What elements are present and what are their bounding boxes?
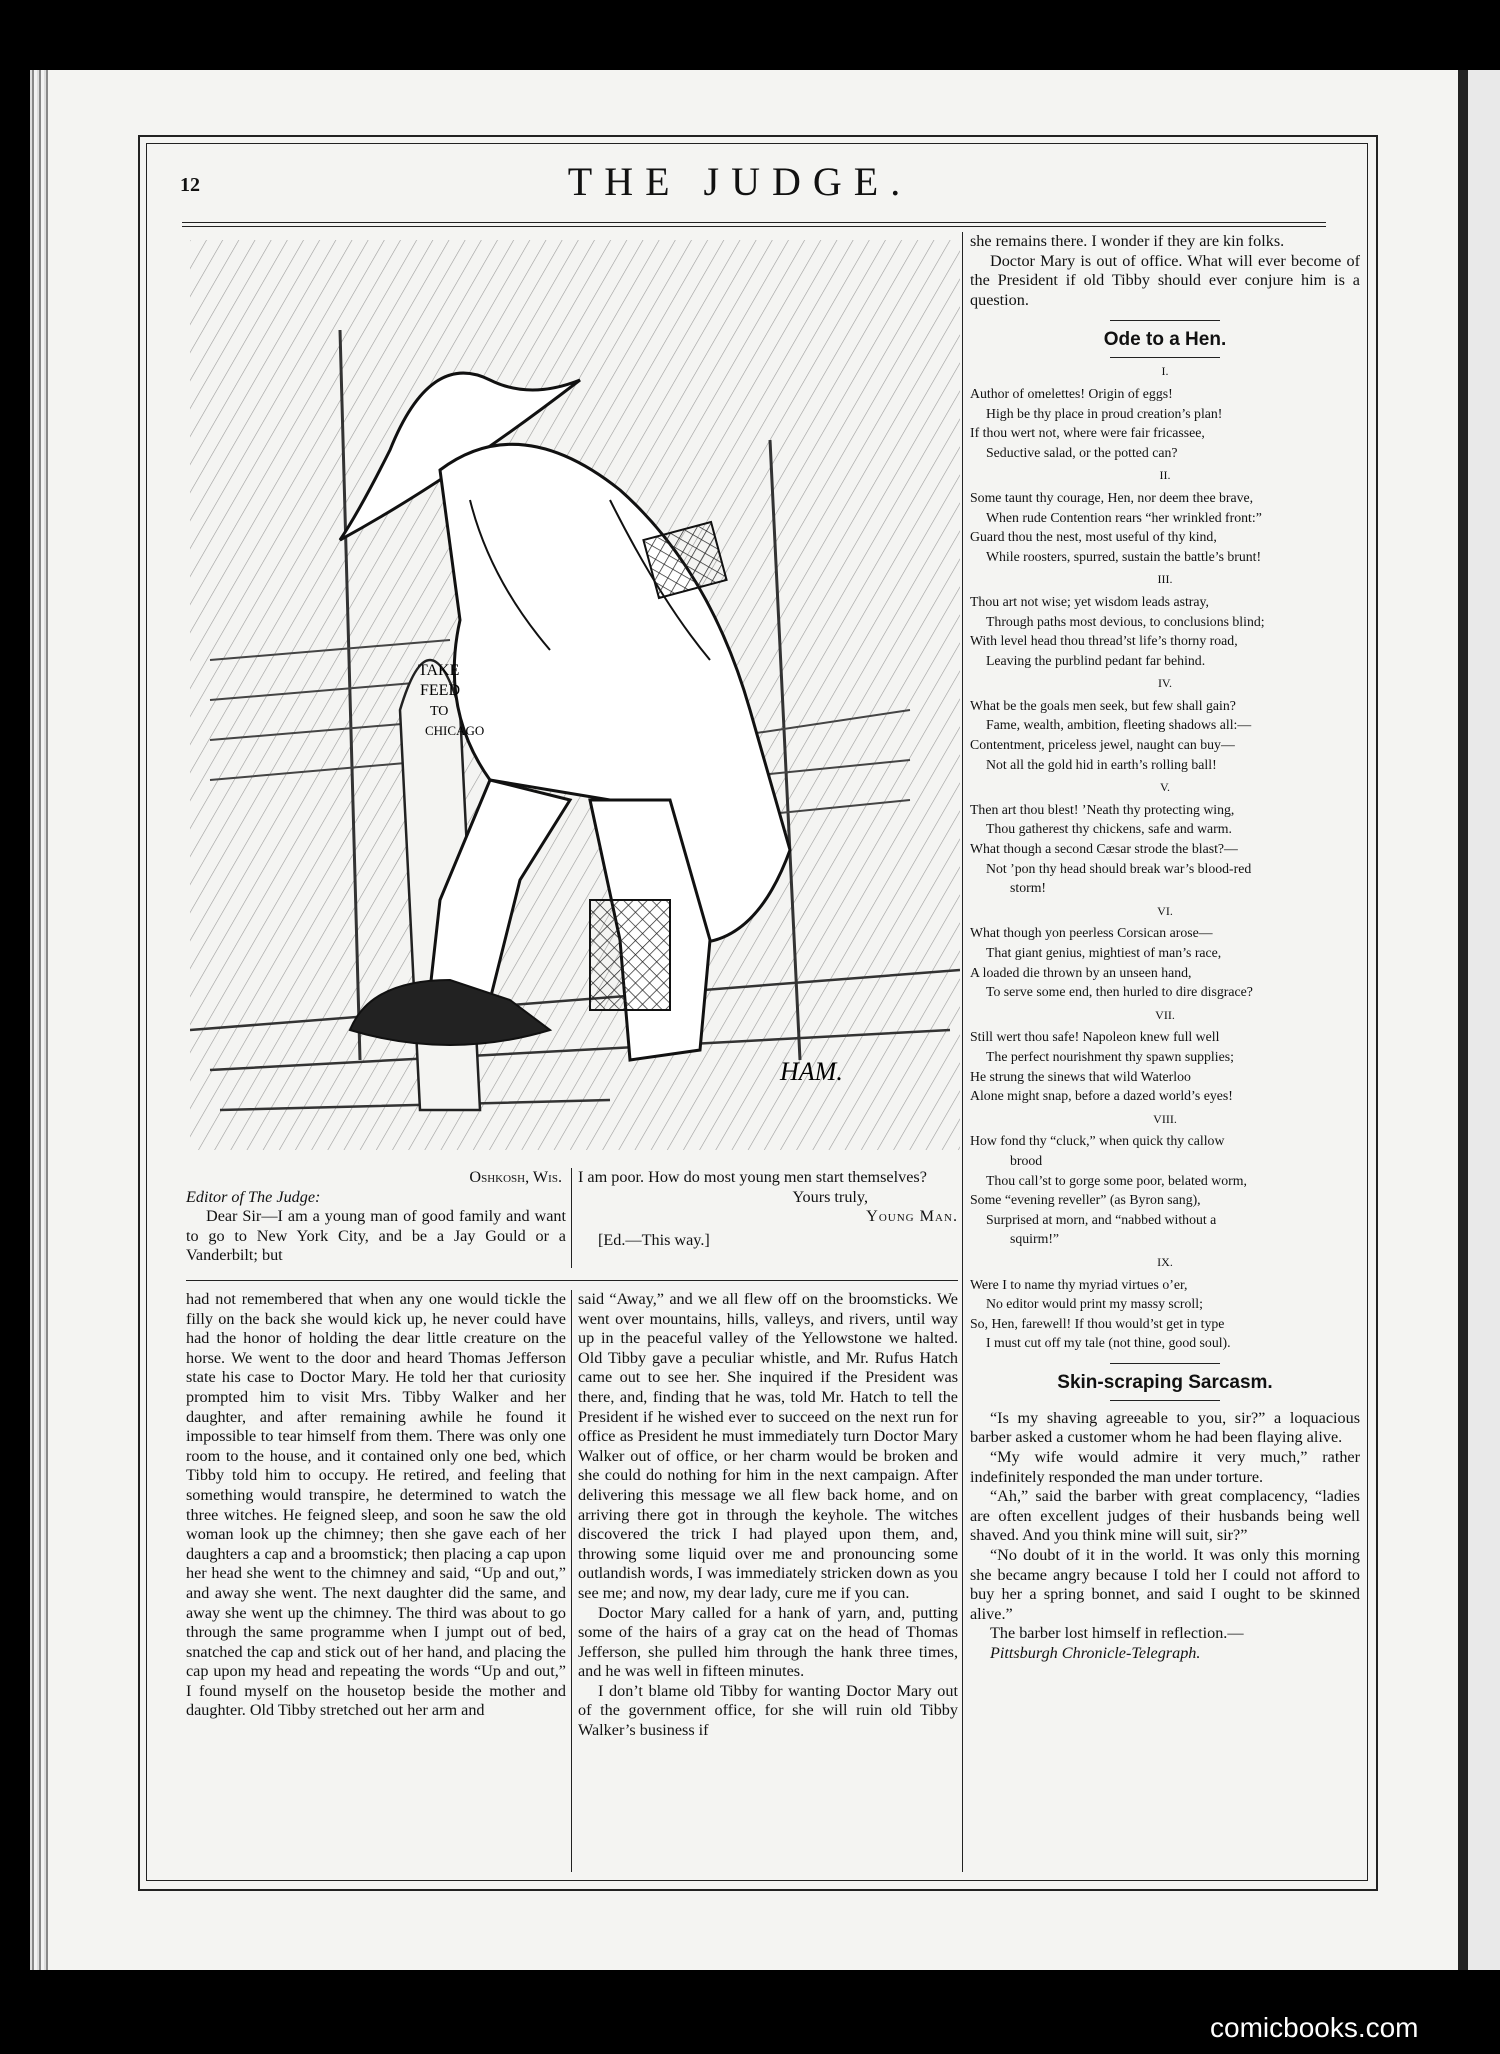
letter-left-column xyxy=(186,1168,566,1266)
letter-body-part1: Dear Sir—I am a young man of good family and want to go to New York City, and be a Jay Gould or a Vanderbilt; but xyxy=(186,1207,566,1265)
poem-line: brood xyxy=(1010,1152,1043,1168)
heading-rule xyxy=(1110,320,1220,321)
column-rule-story xyxy=(571,1290,572,1872)
column-rule-right xyxy=(962,232,963,1872)
sarcasm-body xyxy=(970,1409,1360,1664)
poem-line: No editor would print my massy scroll; xyxy=(986,1296,1203,1312)
poem-line: When rude Contention rears “her wrinkled front:” xyxy=(986,509,1262,525)
poem-line: Not all the gold hid in earth’s rolling ball! xyxy=(986,756,1217,772)
artist-signature: HAM. xyxy=(780,1057,843,1086)
editor-note: [Ed.—This way.] xyxy=(598,1230,710,1249)
stanza-number: V. xyxy=(1159,780,1171,795)
poem-line: Fame, wealth, ambition, fleeting shadows all:— xyxy=(986,717,1252,733)
story-continuation xyxy=(970,232,1360,310)
sign-text-line3: TO xyxy=(430,704,449,719)
poem-line: To serve some end, then hurled to dire disgrace? xyxy=(986,984,1253,1000)
stanza-number: VII. xyxy=(1155,1007,1175,1022)
poem-line: What though a second Cæsar strode the blast?— xyxy=(970,841,1238,857)
poem-line: How fond thy “cluck,” when quick thy callow xyxy=(970,1133,1225,1149)
heading-rule xyxy=(1110,1400,1220,1401)
masthead-rule-double xyxy=(182,226,1326,227)
poem-line: What though yon peerless Corsican arose— xyxy=(970,925,1213,941)
poem-line: Seductive salad, or the potted can? xyxy=(986,444,1178,460)
stanza-number: III. xyxy=(1157,572,1173,587)
poem-line: Author of omelettes! Origin of eggs! xyxy=(970,385,1173,401)
stanza-number: II. xyxy=(1159,468,1171,483)
poem-line: While roosters, spurred, sustain the battle’s brunt! xyxy=(986,548,1262,564)
stanza-number: IV. xyxy=(1157,676,1173,691)
sarcasm-paragraph: “No doubt of it in the world. It was only this morning she became angry because I told her I could not afford to buy her a spring bonnet, and said I ought to be skinned alive.” xyxy=(970,1546,1360,1623)
poem-line: So, Hen, farewell! If thou would’st get in type xyxy=(970,1315,1225,1331)
sarcasm-paragraph: “Is my shaving agreeable to you, sir?” a loquacious barber asked a customer whom he had been flaying alive. xyxy=(970,1408,1360,1447)
sarcasm-paragraph: “My wife would admire it very much,” rather indefinitely responded the man under torture. xyxy=(970,1448,1360,1486)
sign-text-line4: CHICAGO xyxy=(425,723,485,738)
story-paragraph: had not remembered that when any one would tickle the filly on the back she would kick up, he never could have had the honor of holding the dear little creature on the horse. We went to the door and heard Thomas Jefferson state his case to Doctor Mary. He told her that curiosity prompted him to visit Mrs. Tibby Walker and her daughter, and after remaining awhile he found it impossible to tear himself from them. There was only one room to the house, and it contained only one bed, which Tibby told him to occupy. He retired, and feeling that something would transpire, he determined to watch the three witches. He feigned sleep, and soon he saw the old woman look up the chimney; then she gave each of her daughters a cap and a broomstick; then placing a cap upon her head she went to the chimney and said, “Up and out,” and away she went. The next daughter did the same, and away she went up the chimney. The third was about to go through the same programme when I jumpt out of bed, snatched the cap and stick out of her hand, and placing the cap upon my head and repeating the words “Up and out,” I found myself on the housetop beside the mother and daughter. Old Tibby stretched out her arm and xyxy=(186,1290,566,1720)
heading-rule xyxy=(1110,357,1220,358)
poem-line: Still wert thou safe! Napoleon knew full well xyxy=(970,1029,1220,1045)
story-paragraph: she remains there. I wonder if they are kin folks. xyxy=(970,232,1285,250)
poem-line: Some “evening reveller” (as Byron sang), xyxy=(970,1192,1201,1208)
masthead-rule xyxy=(182,222,1326,223)
stanza-number: IX. xyxy=(1157,1254,1173,1269)
sarcasm-title: Skin-scraping Sarcasm. xyxy=(1057,1371,1273,1393)
masthead: THE JUDGE. xyxy=(567,159,913,204)
page-number: 12 xyxy=(180,174,200,196)
letter-signature: Young Man. xyxy=(866,1207,958,1226)
right-column xyxy=(970,232,1360,1664)
poem-line: With level head thou thread’st life’s thorny road, xyxy=(970,633,1238,649)
story-column-2 xyxy=(578,1290,958,1741)
letter-closing: Yours truly, xyxy=(792,1187,868,1206)
ode-title: Ode to a Hen. xyxy=(1103,329,1227,351)
poem-line: Alone might snap, before a dazed world’s eyes! xyxy=(970,1088,1233,1104)
sign-text-line2: FEED xyxy=(420,682,460,699)
watermark: comicbooks.com xyxy=(1210,2012,1419,2043)
sarcasm-paragraph: The barber lost himself in reflection.— xyxy=(990,1624,1244,1643)
poem-line: Thou gatherest thy chickens, safe and warm. xyxy=(986,821,1232,837)
poem-line: Then art thou blest! ’Neath thy protecting wing, xyxy=(970,801,1235,817)
poem-line: Through paths most devious, to conclusions blind; xyxy=(986,613,1265,629)
stanza-number: I. xyxy=(1161,364,1169,379)
story-paragraph: I don’t blame old Tibby for wanting Doctor Mary out of the government office, for she will ruin old Tibby Walker’s business if xyxy=(578,1681,958,1740)
stanza-number: VI. xyxy=(1157,903,1173,918)
poem-line: I must cut off my tale (not thine, good soul). xyxy=(986,1335,1231,1351)
poem-line: Surprised at morn, and “nabbed without a xyxy=(986,1211,1217,1227)
poem-line: Leaving the purblind pedant far behind. xyxy=(986,652,1206,668)
poem-line: Thou art not wise; yet wisdom leads astray, xyxy=(970,593,1209,609)
poem-line: The perfect nourishment thy spawn supplies; xyxy=(986,1048,1234,1064)
story-paragraph: Doctor Mary is out of office. What will ever become of the President if old Tibby should ever conjure him is a question. xyxy=(970,251,1360,309)
poem-line: What be the goals men seek, but few shall gain? xyxy=(970,697,1236,713)
poem-line: If thou wert not, where were fair fricassee, xyxy=(970,425,1205,441)
ode-poem xyxy=(970,362,1360,1353)
stanza-number: VIII. xyxy=(1153,1111,1177,1126)
poem-line: Some taunt thy courage, Hen, nor deem thee brave, xyxy=(970,489,1254,505)
column-rule-letter xyxy=(571,1168,572,1268)
poem-line: storm! xyxy=(1010,880,1047,896)
poem-line: A loaded die thrown by an unseen hand, xyxy=(970,964,1192,980)
sarcasm-attribution: Pittsburgh Chronicle-Telegraph. xyxy=(990,1644,1201,1662)
poem-line: Guard thou the nest, most useful of thy kind, xyxy=(970,529,1217,545)
poem-line: Thou call’st to gorge some poor, belated worm, xyxy=(986,1172,1247,1188)
poem-line: He strung the sinews that wild Waterloo xyxy=(970,1068,1191,1084)
letter-dateline: Oshkosh, Wis. xyxy=(469,1168,562,1186)
story-column-1 xyxy=(186,1290,566,1721)
letter-divider-rule xyxy=(186,1280,958,1281)
poem-line: High be thy place in proud creation’s plan! xyxy=(986,405,1223,421)
sarcasm-paragraph: “Ah,” said the barber with great complacency, “ladies are often excellent judges of their husbands being well shaved. And you think mine will suit, sir?” xyxy=(970,1487,1360,1545)
cartoon-illustration xyxy=(190,240,960,1150)
poem-line: Contentment, priceless jewel, naught can buy— xyxy=(970,737,1235,753)
next-page-edge xyxy=(1458,70,1500,1970)
poem-line: That giant genius, mightiest of man’s race, xyxy=(986,945,1222,960)
letter-addressee: Editor of The Judge: xyxy=(186,1187,321,1206)
story-paragraph: said “Away,” and we all flew off on the broomsticks. We went over mountains, hills, valleys, and rivers, until way up in the peaceful valley of the Yellowstone we halted. Old Tibby gave a peculiar whistle, and Mr. Rufus Hatch came out to see her. She inquired if the President was there, and, finding that he was, told Mr. Hatch to tell the President if he wished ever to succeed on the next run for office as President he must immediately turn Doctor Mary Walker out of office, or her charm would be broken and she could do nothing for him in the next campaign. After delivering this message we all flew back home, and on arriving there got in through the keyhole. The witches discovered the trick I had played upon them, and, throwing some liquid over me and pronouncing some outlandish words, I was immediately stricken down as you see me; and now, my dear lady, cure me if you can. xyxy=(578,1290,958,1602)
letter-body-part2: I am poor. How do most young men start themselves? xyxy=(578,1168,927,1186)
sign-text-line1: TAKE xyxy=(418,662,460,679)
heading-rule xyxy=(1110,1363,1220,1364)
poem-line: Not ’pon thy head should break war’s blood-red xyxy=(986,860,1252,876)
poem-line: squirm!” xyxy=(1010,1231,1060,1247)
poem-line: Were I to name thy myriad virtues o’er, xyxy=(970,1276,1188,1292)
letter-right-column xyxy=(578,1168,958,1250)
story-paragraph: Doctor Mary called for a hank of yarn, and, putting some of the hairs of a gray cat on the head of Thomas Jefferson, she pulled him through the hank three times, and he was well in fifteen minutes. xyxy=(578,1603,958,1681)
